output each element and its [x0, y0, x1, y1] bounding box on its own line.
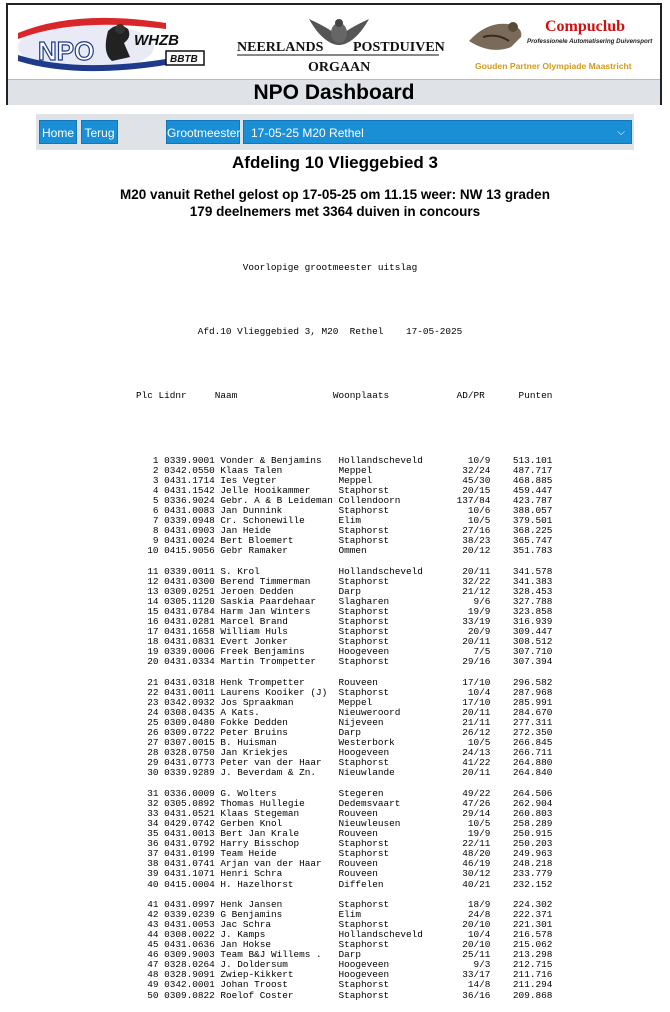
result-row: 4 0431.1542 Jelle Hooikammer Staphorst 20/15 459.447	[136, 484, 553, 496]
result-row: 36 0431.0792 Harry Bisschop Staphorst 22/11 250.203	[136, 838, 553, 850]
postduiven-orgaan-logo	[233, 11, 443, 77]
home-button[interactable]: Home	[39, 120, 77, 144]
result-row: 47 0328.0264 J. Doldersum Hoogeveen 9/3 212.715	[136, 959, 553, 971]
page-title: NPO Dashboard	[253, 81, 415, 104]
result-row: 13 0309.0251 Jeroen Dedden Darp 21/12 328.453	[136, 585, 553, 597]
result-row: 20 0431.0334 Martin Trompetter Staphorst 29/16 307.394	[136, 656, 553, 668]
result-row: 31 0336.0009 G. Wolters Stegeren 49/22 264.506	[136, 787, 553, 799]
result-row: 17 0431.1658 William Huls Staphorst 20/9 309.447	[136, 626, 553, 638]
header-banner	[6, 3, 662, 105]
results-title: Voorlopige grootmeester uitslag	[242, 262, 418, 273]
result-row: 29 0431.0773 Peter van der Haar Staphorst 41/22 264.880	[136, 757, 553, 769]
results-subtitle: Afd.10 Vlieggebied 3, M20 Rethel 17-05-2025	[197, 326, 463, 338]
result-row: 41 0431.0997 Henk Jansen Staphorst 18/9 224.302	[136, 898, 553, 910]
result-row: 28 0328.0750 Jan Kriekjes Hoogeveen 24/13 266.711	[136, 747, 553, 759]
svg-text:Gouden Partner Olympiade Maast: Gouden Partner Olympiade Maastricht	[475, 61, 632, 71]
result-row: 2 0342.0550 Klaas Talen Meppel 32/24 487.717	[136, 464, 553, 476]
result-row: 23 0342.0932 Jos Spraakman Meppel 17/10 285.991	[136, 696, 553, 708]
svg-text:WHZB: WHZB	[134, 32, 179, 49]
result-row: 21 0431.0318 Henk Trompetter Rouveen 17/10 296.582	[136, 676, 553, 688]
result-row: 30 0339.9289 J. Beverdam & Zn. Nieuwlande 20/11 264.840	[136, 767, 553, 779]
result-row: 38 0431.0741 Arjan van der Haar Rouveen 46/19 248.218	[136, 858, 553, 870]
results-header-row: Plc Lidnr Naam Woonplaats AD/PR Punten	[136, 390, 553, 402]
result-row: 48 0328.9091 Zwiep-Kikkert Hoogeveen 33/17 211.716	[136, 969, 553, 981]
result-row: 10 0415.9056 Gebr Ramaker Ommen 20/12 351.783	[136, 545, 553, 557]
result-row: 22 0431.0011 Laurens Kooiker (J) Staphorst 10/4 287.968	[136, 686, 553, 698]
participants-info: 179 deelnemers met 3364 duiven in concours	[189, 204, 481, 219]
svg-text:NEERLANDS: NEERLANDS	[237, 40, 324, 55]
result-row: 37 0431.0199 Team Heide Staphorst 48/20 249.963	[136, 848, 553, 860]
release-info: M20 vanuit Rethel gelost op 17-05-25 om 11.15 weer: NW 13 graden	[120, 187, 550, 202]
logo-strip	[8, 5, 660, 79]
result-row: 39 0431.1071 Henri Schra Rouveen 30/12 233.779	[136, 868, 553, 880]
back-button[interactable]: Terug	[81, 120, 118, 144]
result-row: 11 0339.0011 S. Krol Hollandscheveld 20/11 341.578	[136, 565, 553, 577]
race-select[interactable]	[243, 120, 632, 144]
svg-text:POSTDUIVEN: POSTDUIVEN	[353, 40, 445, 55]
result-row: 19 0339.0006 Freek Benjamins Hoogeveen 7/5 307.710	[136, 646, 553, 658]
result-row: 8 0431.0903 Jan Heide Staphorst 27/16 368.225	[136, 525, 553, 537]
race-select-value: 17-05-25 M20 Rethel	[251, 126, 364, 140]
result-row: 1 0339.9001 Vonder & Benjamins Hollandscheveld 10/9 513.101	[136, 454, 553, 466]
result-row: 49 0342.0001 Johan Troost Staphorst 14/8 211.294	[136, 979, 553, 991]
result-row: 43 0431.0053 Jac Schra Staphorst 20/10 221.301	[136, 918, 553, 930]
result-row: 16 0431.0281 Marcel Brand Staphorst 33/19 316.939	[136, 616, 553, 628]
result-row: 34 0429.0742 Gerben Knol Nieuwleusen 10/5 258.289	[136, 817, 553, 829]
result-row: 33 0431.0521 Klaas Stegeman Rouveen 29/14 260.803	[136, 807, 553, 819]
svg-text:Compuclub: Compuclub	[545, 18, 626, 35]
result-row: 46 0309.9003 Team B&J Willems . Darp 25/11 213.298	[136, 949, 553, 961]
section-heading: Afdeling 10 Vlieggebied 3	[232, 153, 438, 172]
result-row: 12 0431.0300 Berend Timmerman Staphorst 32/22 341.383	[136, 575, 553, 587]
results-rows	[136, 456, 556, 1001]
npo-logo	[16, 13, 206, 75]
result-row: 5 0336.9024 Gebr. A & B Leideman Collendoorn 137/84 423.787	[136, 494, 553, 506]
result-row: 7 0339.0948 Cr. Schonewille Elim 10/5 379.501	[136, 515, 553, 527]
result-row: 15 0431.0784 Harm Jan Winters Staphorst 19/9 323.858	[136, 605, 553, 617]
chevron-down-icon: ⌵	[617, 127, 625, 138]
result-row: 50 0309.0822 Roelof Coster Staphorst 36/16 209.868	[136, 989, 553, 1001]
nav-bar	[36, 114, 634, 150]
result-row: 14 0305.1120 Saskia Paardehaar Slagharen 9/6 327.788	[136, 595, 553, 607]
grootmeester-button[interactable]: Grootmeester	[166, 120, 240, 144]
result-row: 44 0308.0022 J. Kamps Hollandscheveld 10/4 216.578	[136, 928, 553, 940]
results-listing	[136, 241, 556, 1012]
result-row: 26 0309.0722 Peter Bruins Darp 26/12 272.350	[136, 727, 553, 739]
result-row: 42 0339.0239 G Benjamins Elim 24/8 222.371	[136, 908, 553, 920]
result-row: 3 0431.1714 Ies Vegter Meppel 45/30 468.885	[136, 474, 553, 486]
svg-text:BBTB: BBTB	[170, 54, 198, 65]
svg-text:NPO: NPO	[38, 36, 95, 66]
result-row: 25 0309.0480 Fokke Dedden Nijeveen 21/11 277.311	[136, 717, 553, 728]
result-row: 40 0415.0004 H. Hazelhorst Diffelen 40/21 232.152	[136, 878, 553, 890]
svg-text:ORGAAN: ORGAAN	[308, 60, 371, 75]
compuclub-logo	[463, 11, 663, 77]
result-row: 9 0431.0024 Bert Bloemert Staphorst 38/23 365.747	[136, 535, 553, 547]
result-row: 32 0305.0892 Thomas Hullegie Dedemsvaart 47/26 262.904	[136, 797, 553, 809]
result-row: 27 0307.0015 B. Huisman Westerbork 10/5 266.845	[136, 737, 553, 749]
svg-text:Professionele Automatisering D: Professionele Automatisering Duivensport	[527, 38, 653, 45]
result-row: 6 0431.0083 Jan Dunnink Staphorst 10/6 388.057	[136, 505, 553, 517]
result-row: 18 0431.0831 Evert Jonker Staphorst 20/11 308.512	[136, 636, 553, 648]
result-row: 35 0431.0013 Bert Jan Krale Rouveen 19/9 250.915	[136, 828, 553, 840]
result-row: 24 0308.0435 A Kats. Nieuweroord 20/11 284.670	[136, 706, 553, 718]
result-row: 45 0431.0636 Jan Hokse Staphorst 20/10 215.062	[136, 939, 553, 951]
